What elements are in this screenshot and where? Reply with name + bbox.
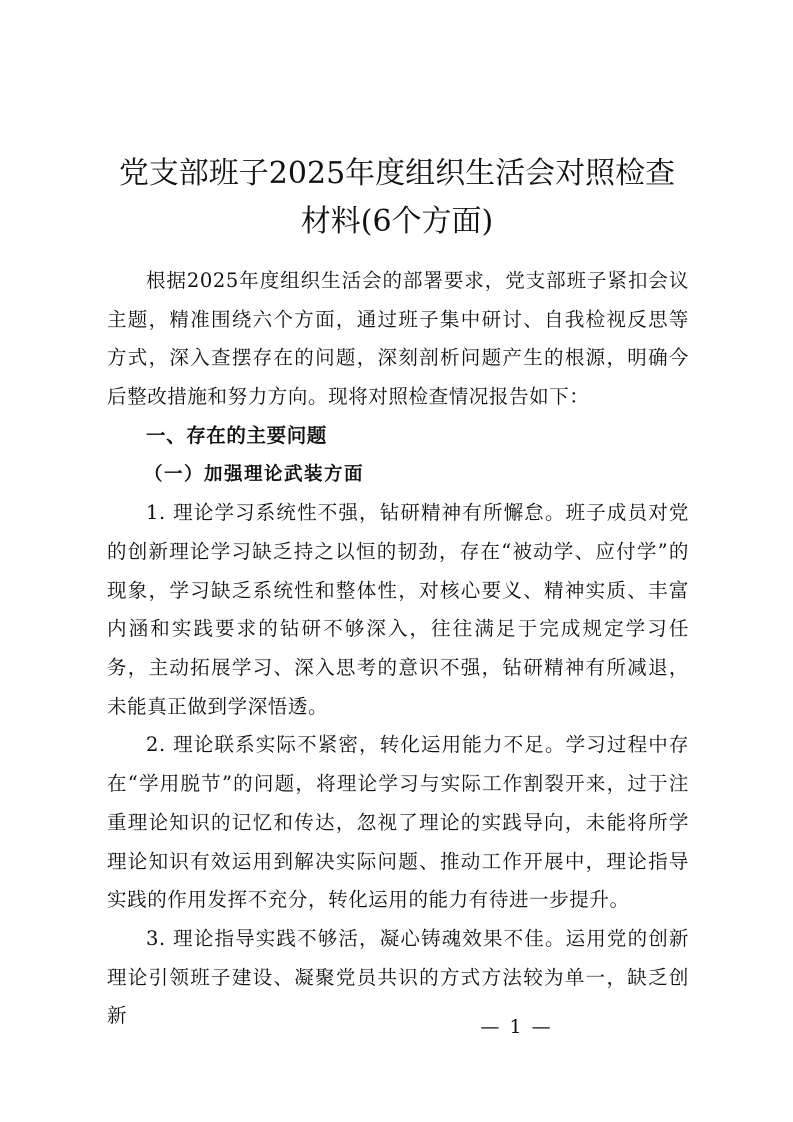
item-paragraph-2: 2. 理论联系实际不紧密，转化运用能力不足。学习过程中存在“学用脱节”的问题，将理论学习与实际工作割裂开来，过于注重理论知识的记忆和传达，忽视了理论的实践导向，未能将所学理论知识有效运用到解决实际问题、推动工作开展中，理论指导实践的作用发挥不充分，转化运用的能力有待进一步提升。	[107, 733, 689, 912]
subsection-heading: （一）加强理论武装方面	[144, 463, 365, 485]
item-paragraph-3: 3. 理论指导实践不够活，凝心铸魂效果不佳。运用党的创新理论引领班子建设、凝聚党员共识的方式方法较为单一，缺乏创新	[107, 926, 689, 1028]
intro-paragraph: 根据2025年度组织生活会的部署要求，党支部班子紧扣会议主题，精准围绕六个方面，通过班子集中研讨、自我检视反思等方式，深入查摆存在的问题，深刻剖析问题产生的根源，明确今后整改措施和努力方向。现将对照检查情况报告如下：	[107, 269, 689, 409]
document-title: 党支部班子2025年度组织生活会对照检查材料(6个方面)	[118, 156, 676, 239]
page-number: — 1 —	[480, 1016, 553, 1038]
section-heading: 一、存在的主要问题	[146, 423, 327, 447]
document-body	[107, 262, 689, 1036]
item-paragraph-1: 1. 理论学习系统性不强，钻研精神有所懈怠。班子成员对党的创新理论学习缺乏持之以恒的韧劲，存在“被动学、应付学”的现象，学习缺乏系统性和整体性，对核心要义、精神实质、丰富内涵和实践要求的钻研不够深入，往往满足于完成规定学习任务，主动拓展学习、深入思考的意识不强，钻研精神有所减退，未能真正做到学深悟透。	[107, 501, 689, 718]
